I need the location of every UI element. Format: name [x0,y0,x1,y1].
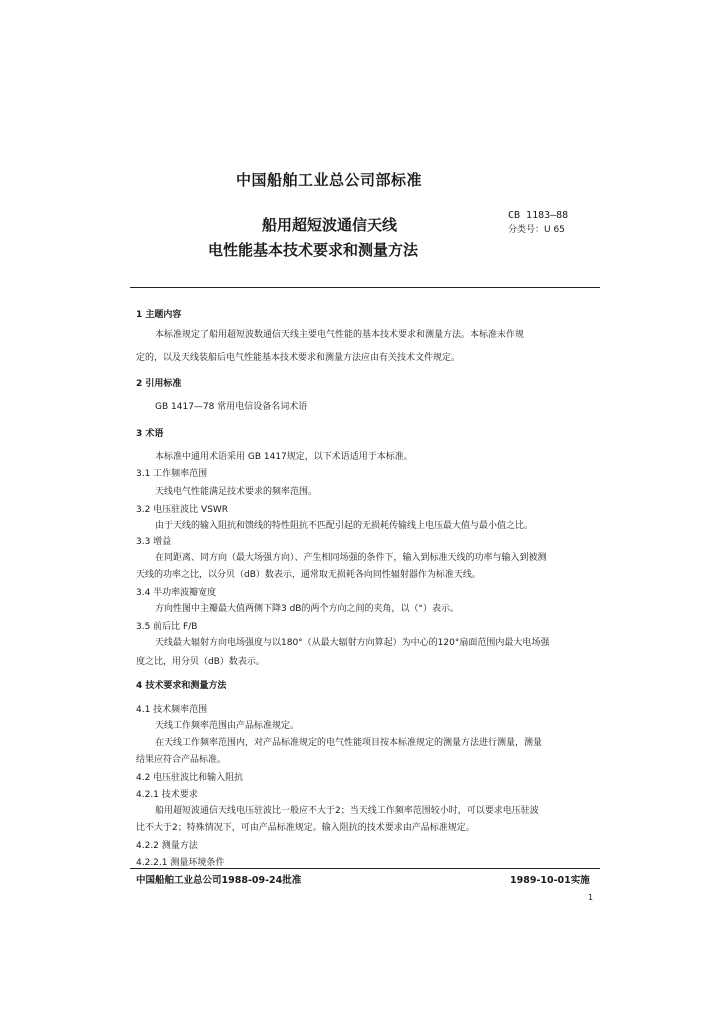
section-3-2-heading: 3.2 电压驻波比 VSWR [136,505,229,515]
section-3-heading: 3 术语 [136,429,164,439]
section-1-heading: 1 主题内容 [136,310,182,320]
header-divider [130,287,600,288]
section-3-intro: 本标准中通用术语采用 GB 1417规定，以下术语适用于本标准。 [155,452,413,462]
effective-date: 1989-10-01实施 [510,875,590,886]
section-2-heading: 2 引用标准 [136,379,182,389]
section-4-2-2-heading: 4.2.2 测量方法 [136,841,198,851]
section-4-2-2-1-heading: 4.2.2.1 测量环境条件 [136,858,225,868]
section-3-5-text-line2: 度之比，用分贝（dB）数表示。 [136,657,265,667]
document-title-line1: 船用超短波通信天线 [262,216,398,234]
document-title-line2: 电性能基本技术要求和测量方法 [208,241,419,259]
section-2-reference: GB 1417—78 常用电信设备名词术语 [155,402,308,412]
section-3-1-text: 天线电气性能满足技术要求的频率范围。 [155,487,318,497]
footer-divider [130,868,600,869]
section-4-2-1-heading: 4.2.1 技术要求 [136,790,198,800]
section-3-3-text-line1: 在同距离、同方向（最大场强方向）、产生相同场强的条件下，输入到标准天线的功率与输入到被测 [155,553,547,563]
section-4-1-text-line2: 在天线工作频率范围内，对产品标准规定的电气性能项目按本标准规定的测量方法进行测量，测量 [155,738,543,748]
approval-date: 中国船舶工业总公司1988-09-24批准 [136,875,302,886]
standard-code: CB 1183—88 [508,210,569,221]
section-4-2-1-text-line2: 比不大于2；特殊情况下，可由产品标准规定。输入阻抗的技术要求由产品标准规定。 [136,823,475,833]
section-1-para-line1: 本标准规定了船用超短波数通信天线主要电气性能的基本技术要求和测量方法。本标准未作规 [155,330,525,340]
section-4-1-text-line1: 天线工作频率范围由产品标准规定。 [155,721,300,731]
section-4-2-heading: 4.2 电压驻波比和输入阻抗 [136,773,244,783]
classification-code: 分类号：U 65 [508,225,565,235]
section-3-1-heading: 3.1 工作频率范围 [136,469,208,479]
section-4-heading: 4 技术要求和测量方法 [136,681,227,691]
section-3-3-text-line2: 天线的功率之比，以分贝（dB）数表示，通常取无损耗各向同性辐射器作为标准天线。 [136,570,481,580]
section-3-3-heading: 3.3 增益 [136,537,172,547]
org-standard-title: 中国船舶工业总公司部标准 [236,171,423,189]
section-3-4-heading: 3.4 半功率波瓣宽度 [136,588,217,598]
section-4-1-heading: 4.1 技术频率范围 [136,705,208,715]
section-4-1-text-line3: 结果应符合产品标准。 [136,755,227,765]
section-3-4-text: 方向性图中主瓣最大值两侧下降3 dB的两个方向之间的夹角，以（°）表示。 [155,604,459,614]
section-4-2-1-text-line1: 船用超短波通信天线电压驻波比一般应不大于2；当天线工作频率范围较小时，可以要求电压驻波 [155,806,539,816]
section-3-5-text-line1: 天线最大辐射方向电场强度与以180°（从最大辐射方向算起）为中心的120°扇面范围内最大电场强 [155,638,550,648]
page-number: 1 [588,893,594,902]
section-1-para-line2: 定的，以及天线装船后电气性能基本技术要求和测量方法应由有关技术文件规定。 [136,353,461,363]
section-3-2-text: 由于天线的输入阻抗和馈线的特性阻抗不匹配引起的无损耗传输线上电压最大值与最小值之比。 [155,521,534,531]
section-3-5-heading: 3.5 前后比 F/B [136,622,198,632]
